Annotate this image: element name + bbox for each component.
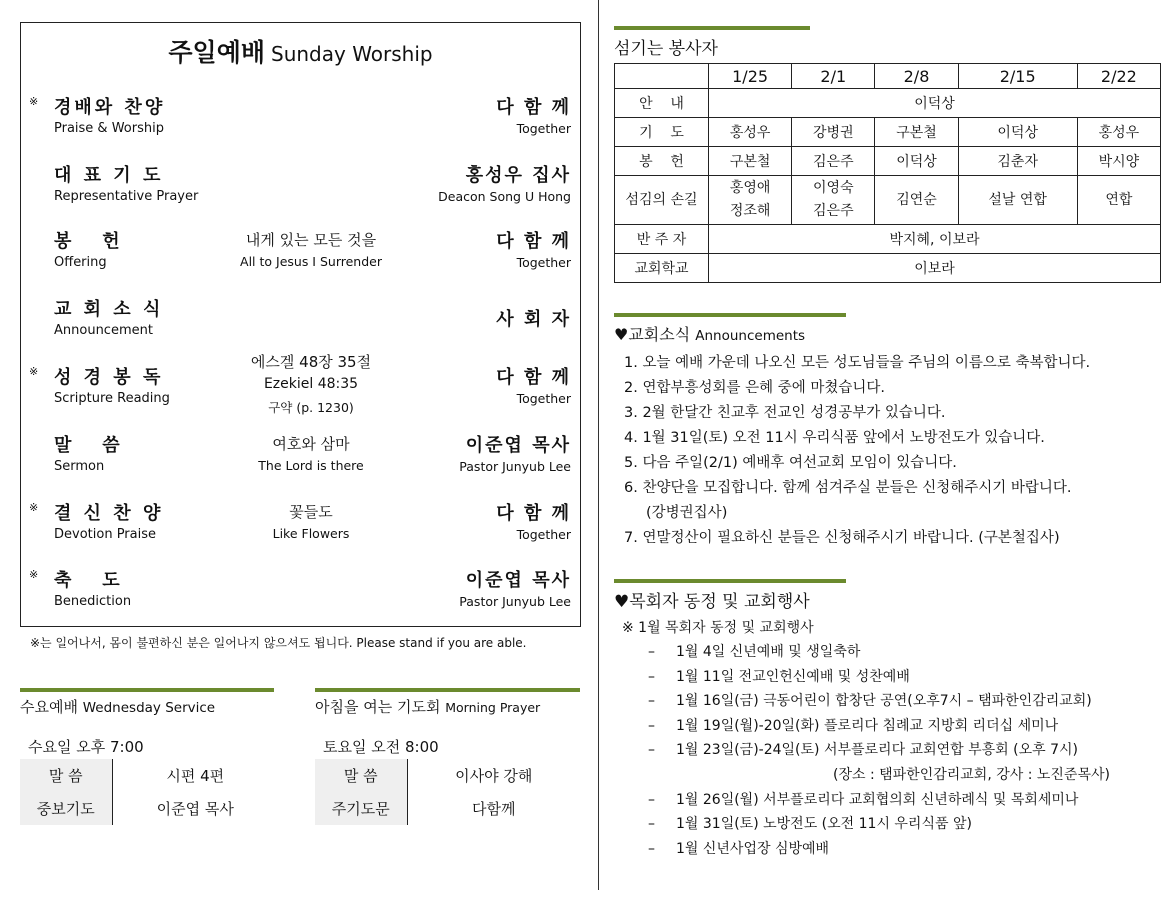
item-leader-ko: 다 함 께 [496,231,571,252]
event-text: (장소 : 탬파한인감리교회, 강사 : 노진준목사) [833,766,1110,783]
cell: 이보라 [709,254,1161,283]
name: 정조해 [729,203,771,219]
cell: 김연순 [875,176,958,225]
cell: 구본철 [875,118,958,147]
event-item [648,689,1148,714]
cell [792,176,875,225]
worship-item [21,161,580,211]
item-title-ko: 봉 헌 [54,231,123,252]
cell: 김은주 [792,147,875,176]
volunteers-table [614,63,1161,283]
item-title-en: Announcement [54,323,153,338]
event-item [648,812,1148,837]
title-en: Sunday Worship [271,42,433,66]
heart-icon: ♥ [614,325,629,344]
item-title-ko: 말 씀 [54,435,123,456]
event-text: 1월 4일 신년예배 및 생일축하 [676,644,861,660]
worship-item [21,431,580,481]
row-value: 다함께 [472,800,516,818]
item-title-en: Offering [54,255,107,270]
item-title-en: Praise & Worship [54,121,164,136]
cell: 이덕상 [875,147,958,176]
event-text: 1월 23일(금)-24일(토) 서부플로리다 교회연합 부흥회 (오후 7시) [676,742,1078,759]
item-title-ko: 경배와 찬양 [54,97,166,118]
item-leader-ko: 사 회 자 [496,309,571,330]
date-header: 2/8 [875,64,958,89]
item-title-ko: 성 경 봉 독 [54,367,164,388]
item-title-ko: 결 신 찬 양 [54,503,164,524]
cell: 이덕상 [709,89,1161,118]
heading-ko: 아침을 여는 기도회 [315,698,441,716]
event-item [648,763,1148,788]
cell: 연합 [1077,176,1160,225]
row-label: 교회학교 [615,254,709,283]
worship-item [21,93,580,143]
item-leader-en: Together [516,391,571,406]
section-bar [20,688,274,692]
section-bar [614,313,846,317]
event-text: 1월 26일(월) 서부플로리다 교회협의회 신년하례식 및 목회세미나 [676,791,1079,808]
row-label: 말 씀 [315,759,407,792]
announcement-item: 1. 오늘 예배 가운데 나오신 모든 성도님들을 주님의 이름으로 축복합니다. [624,355,1091,371]
item-leader-en: Pastor Junyub Lee [459,594,571,609]
item-title-en: Scripture Reading [54,391,170,406]
event-item [648,714,1148,739]
item-leader-en: Together [516,121,571,136]
event-item [648,738,1148,763]
item-leader-en: Pastor Junyub Lee [459,459,571,474]
item-detail-ko: 에스겔 48장 35절 [250,353,372,371]
announcement-item: 3. 2월 한달간 친교후 전교인 성경공부가 있습니다. [624,405,946,421]
date-header: 1/25 [709,64,792,89]
dash: – [648,840,655,857]
event-text: 1월 31일(토) 노방전도 (오전 11시 우리식품 앞) [676,816,972,833]
item-detail-ko: 꽃들도 [289,503,333,521]
wednesday-heading [20,696,215,717]
item-leader-ko: 홍성우 집사 [465,165,571,186]
event-text: 1월 신년사업장 심방예배 [676,840,830,857]
events-list [648,640,1148,861]
date-header: 2/1 [792,64,875,89]
row-label: 중보기도 [20,792,112,825]
row-label: 기 도 [615,118,709,147]
cell: 박지혜, 이보라 [709,225,1161,254]
column-divider [598,0,599,890]
row-value: 이준엽 목사 [156,800,234,818]
date-header: 2/22 [1077,64,1160,89]
title-ko: 주일예배 [168,38,265,67]
heading-ko: 수요예배 [20,698,78,716]
dash: – [648,693,655,710]
item-detail-ko: 여호와 삼마 [272,435,350,453]
item-detail-en: All to Jesus I Surrender [240,254,382,269]
stand-mark: ※ [29,365,39,378]
heading-en: Morning Prayer [445,700,541,715]
cell: 박시양 [1077,147,1160,176]
worship-item [21,295,580,345]
stand-note: ※는 일어나서, 몸이 불편하신 분은 일어나지 않으셔도 됩니다. Please stand if you are able. [30,636,527,650]
section-bar [614,26,810,30]
worship-item [21,566,580,616]
stand-mark: ※ [29,568,39,581]
item-detail-en: The Lord is there [258,458,364,473]
item-detail-en: Ezekiel 48:35 [263,376,359,392]
cell: 김춘자 [958,147,1077,176]
cell: 홍성우 [709,118,792,147]
stand-mark: ※ [29,501,39,514]
heading-ko: 교회소식 [628,325,691,344]
wednesday-time: 수요일 오후 7:00 [28,738,144,756]
sunday-worship-title [21,33,580,69]
dash: – [648,742,655,759]
date-header: 2/15 [958,64,1077,89]
announcement-item: 4. 1월 31일(토) 오전 11시 우리식품 앞에서 노방전도가 있습니다. [624,430,1045,446]
name: 김은주 [813,203,854,219]
announcement-item: (강병권집사) [646,505,728,521]
heading-en: Announcements [695,328,806,344]
cell: 강병권 [792,118,875,147]
row-label: 안 내 [615,89,709,118]
item-title-en: Representative Prayer [54,189,199,204]
wednesday-table [20,759,278,825]
item-title-ko: 대 표 기 도 [54,165,164,186]
item-leader-en: Deacon Song U Hong [438,189,571,204]
announcements-list [624,351,1090,551]
cell: 설날 연합 [958,176,1077,225]
cell: 홍성우 [1077,118,1160,147]
item-leader-en: Together [516,527,571,542]
announcement-item: 2. 연합부흥성회를 은혜 중에 마쳤습니다. [624,380,885,396]
volunteers-heading: 섬기는 봉사자 [614,39,718,59]
item-title-en: Devotion Praise [54,527,156,542]
event-text: 1월 11일 전교인헌신예배 및 성찬예배 [676,668,910,685]
cell [709,176,792,225]
item-leader-ko: 다 함 께 [496,367,571,388]
row-label: 반 주 자 [615,225,709,254]
event-item [648,788,1148,813]
section-bar [315,688,580,692]
morning-table [315,759,580,825]
corner-cell [615,64,709,89]
dash: – [648,717,655,734]
item-title-en: Sermon [54,459,105,474]
item-leader-ko: 이준엽 목사 [465,570,571,591]
sunday-worship-order [20,22,581,627]
row-label: 말 씀 [20,759,112,792]
heading-text: 목회자 동정 및 교회행사 [629,592,810,612]
name: 이영숙 [813,180,854,196]
event-item [648,640,1148,665]
item-leader-ko: 이준엽 목사 [465,435,571,456]
item-title-en: Benediction [54,594,132,609]
item-leader-ko: 다 함 께 [496,503,571,524]
cell: 구본철 [709,147,792,176]
item-detail-ref: 구약 (p. 1230) [268,400,354,415]
heart-icon: ♥ [614,592,630,612]
event-item [648,665,1148,690]
announcements-heading [614,322,805,345]
morning-heading [315,696,540,717]
event-text: 1월 16일(금) 극동어린이 합창단 공연(오후7시 – 탬파한인감리교회) [676,693,1092,710]
item-title-ko: 축 도 [54,570,123,591]
item-title-ko: 교 회 소 식 [54,299,164,320]
item-leader-ko: 다 함 께 [496,97,571,118]
stand-mark: ※ [29,95,39,108]
worship-item [21,499,580,549]
events-subtitle: ※ 1월 목회자 동정 및 교회행사 [622,620,814,636]
row-label: 주기도문 [315,792,407,825]
events-heading [614,587,810,612]
dash: – [648,644,655,660]
name: 홍영애 [729,180,771,196]
dash: – [648,791,655,808]
announcement-item: 7. 연말정산이 필요하신 분들은 신청해주시기 바랍니다. (구본철집사) [624,530,1060,546]
announcement-item: 6. 찬양단을 모집합니다. 함께 섬겨주실 분들은 신청해주시기 바랍니다. [624,480,1072,496]
item-leader-en: Together [516,255,571,270]
row-value: 이사야 강해 [455,767,533,785]
announcement-item: 5. 다음 주일(2/1) 예배후 여선교회 모임이 있습니다. [624,455,957,471]
worship-item [21,353,580,415]
morning-time: 토요일 오전 8:00 [323,738,439,756]
row-value: 시편 4편 [166,767,225,785]
item-detail-en: Like Flowers [272,526,350,541]
section-bar [614,579,846,583]
item-detail-ko: 내게 있는 모든 것을 [245,231,377,249]
heading-en: Wednesday Service [82,700,216,716]
worship-item [21,227,580,277]
row-label: 섬김의 손길 [615,176,709,225]
cell: 이덕상 [958,118,1077,147]
event-text: 1월 19일(월)-20일(화) 플로리다 침례교 지방회 리더십 세미나 [676,717,1059,734]
event-item [648,837,1148,862]
row-label: 봉 헌 [615,147,709,176]
dash: – [648,816,655,833]
dash: – [648,668,655,685]
